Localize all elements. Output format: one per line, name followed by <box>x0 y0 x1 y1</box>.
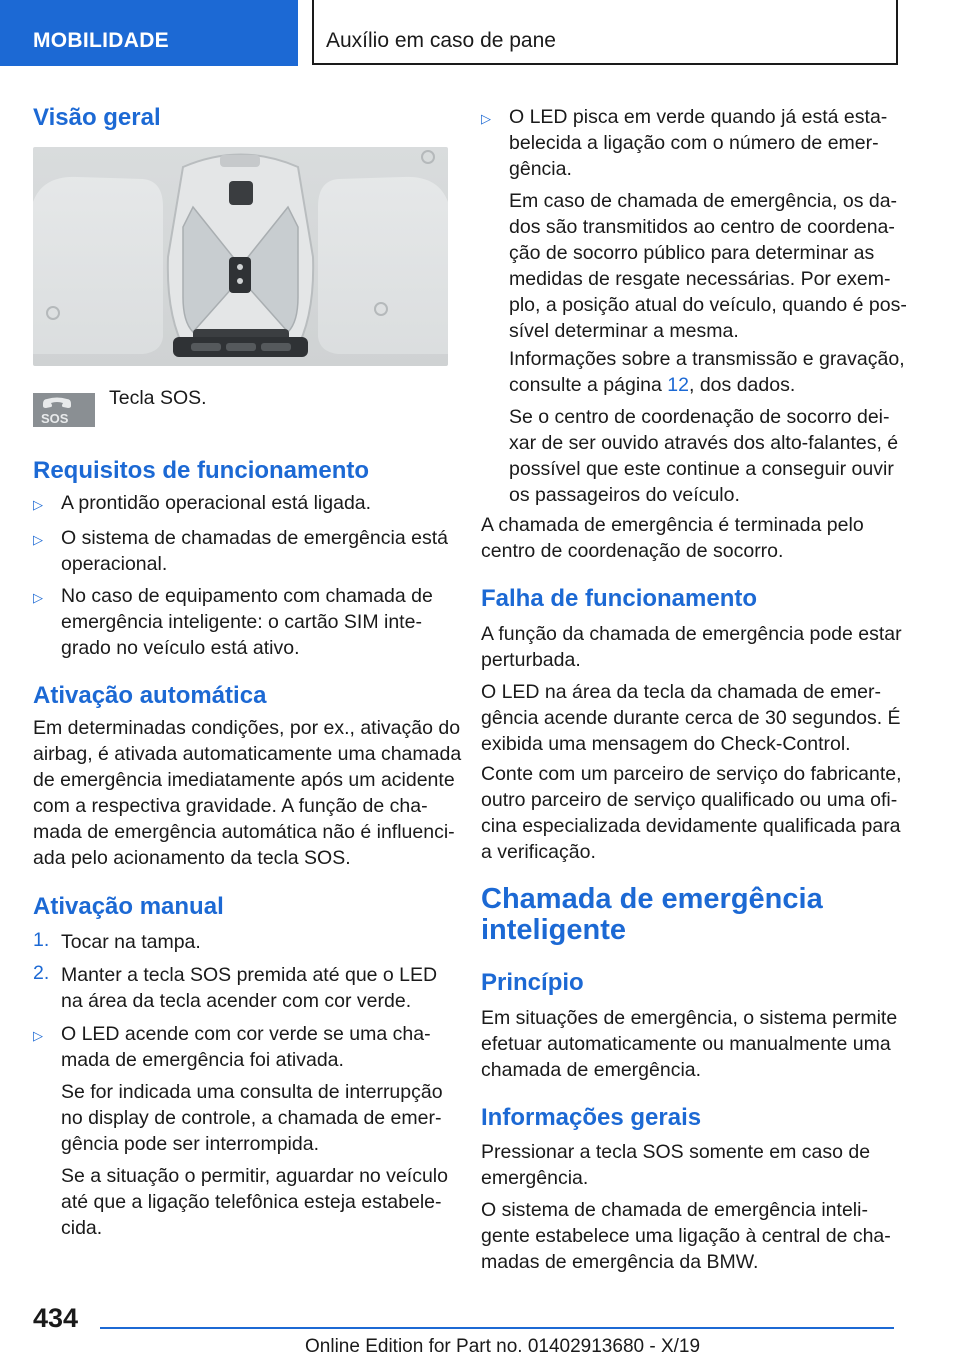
paragraph-line: com a respectiva gravidade. A função de cha- <box>33 795 428 817</box>
heading-visao-geral: Visão geral <box>33 104 161 131</box>
footer-divider <box>100 1327 894 1329</box>
paragraph-line: de emergência imediatamente após um acidente <box>33 769 455 791</box>
header-title-box <box>312 0 898 65</box>
roof-console-image <box>33 147 448 366</box>
paragraph-line: medidas de resgate necessárias. Por exem- <box>509 268 891 290</box>
paragraph-line: possível que este continue a conseguir ouvir <box>509 458 894 480</box>
page-number: 434 <box>33 1303 79 1333</box>
paragraph-line: Se for indicada uma consulta de interrupção <box>61 1081 443 1103</box>
paragraph-line: airbag, é ativada automaticamente uma chamada <box>33 743 462 765</box>
paragraph-line: Se o centro de coordenação de socorro dei- <box>509 406 890 428</box>
paragraph-line <box>509 372 795 398</box>
paragraph-line: ção de socorro público para determinar as <box>509 242 875 264</box>
bullet-icon: ▷ <box>33 532 43 547</box>
paragraph-line: plo, a posição atual do veículo, quando é pos- <box>509 294 907 316</box>
list-item: No caso de equipamento com chamada de <box>61 585 433 607</box>
heading-ativacao-automatica: Ativação automática <box>33 682 267 709</box>
paragraph-line: até que a ligação telefônica esteja estabele- <box>61 1191 442 1213</box>
list-item: belecida a ligação com o número de emer- <box>509 132 879 154</box>
paragraph-line: os passageiros do veículo. <box>509 484 740 506</box>
list-item: O LED pisca em verde quando já está esta- <box>509 106 888 128</box>
step-text: na área da tecla acender com cor verde. <box>61 990 412 1012</box>
header-section-label: MOBILIDADE <box>33 29 169 52</box>
bullet-icon: ▷ <box>33 590 43 605</box>
list-item: operacional. <box>61 553 168 575</box>
paragraph-line: gente estabelece uma ligação à central de cha- <box>481 1225 891 1247</box>
paragraph-line: cida. <box>61 1217 103 1239</box>
paragraph-line: perturbada. <box>481 649 581 671</box>
text-span: consulte a página <box>509 374 668 396</box>
step-number: 2. <box>33 962 50 984</box>
paragraph-line: xar de ser ouvido através dos alto-falantes, é <box>509 432 899 454</box>
heading-ativacao-manual: Ativação manual <box>33 893 224 920</box>
sos-icon-label: SOS <box>41 411 69 426</box>
list-item: mada de emergência foi ativada. <box>61 1049 344 1071</box>
paragraph-line: gência pode ser interrompida. <box>61 1133 319 1155</box>
bullet-icon: ▷ <box>481 111 491 126</box>
paragraph-line: chamada de emergência. <box>481 1059 702 1081</box>
paragraph-line: outro parceiro de serviço qualificado ou uma ofi- <box>481 789 898 811</box>
paragraph-line: Em caso de chamada de emergência, os da- <box>509 190 898 212</box>
bullet-icon: ▷ <box>33 497 43 512</box>
paragraph-line: ada pelo acionamento da tecla SOS. <box>33 847 351 869</box>
paragraph-line: Se a situação o permitir, aguardar no veículo <box>61 1165 448 1187</box>
page-link[interactable]: 12 <box>667 374 689 396</box>
sos-icon <box>33 393 95 427</box>
paragraph-line: exibida uma mensagem do Check-Control. <box>481 733 851 755</box>
list-item: grado no veículo está ativo. <box>61 637 300 659</box>
paragraph-line: Em determinadas condições, por ex., ativação do <box>33 717 461 739</box>
paragraph-line: madas de emergência da BMW. <box>481 1251 759 1273</box>
list-item: gência. <box>509 158 572 180</box>
paragraph-line: O sistema de chamada de emergência inteli- <box>481 1199 868 1221</box>
paragraph-line: A função da chamada de emergência pode estar <box>481 623 902 645</box>
list-item: O sistema de chamadas de emergência está <box>61 527 448 549</box>
paragraph-line: O LED na área da tecla da chamada de emer- <box>481 681 881 703</box>
paragraph-line: no display de controle, a chamada de emer- <box>61 1107 442 1129</box>
paragraph-line: mada de emergência automática não é influenci- <box>33 821 455 843</box>
paragraph-line: A chamada de emergência é terminada pelo <box>481 514 864 536</box>
header-title: Auxílio em caso de pane <box>326 29 556 52</box>
list-item: emergência inteligente: o cartão SIM inte- <box>61 611 422 633</box>
paragraph-line: gência acende durante cerca de 30 segundos. É <box>481 707 901 729</box>
step-text: Tocar na tampa. <box>61 931 201 953</box>
list-item: A prontidão operacional está ligada. <box>61 492 372 514</box>
paragraph-line: sível determinar a mesma. <box>509 320 739 342</box>
heading-falha: Falha de funcionamento <box>481 585 758 612</box>
heading-informacoes-gerais: Informações gerais <box>481 1104 702 1131</box>
paragraph-line: efetuar automaticamente ou manualmente uma <box>481 1033 891 1055</box>
paragraph-line: dos são transmitidos ao centro de coordena- <box>509 216 895 238</box>
list-item: O LED acende com cor verde se uma cha- <box>61 1023 431 1045</box>
paragraph-line: Conte com um parceiro de serviço do fabricante, <box>481 763 902 785</box>
header-section-tab <box>0 0 298 66</box>
heading-principio: Princípio <box>481 969 584 996</box>
step-number: 1. <box>33 929 50 951</box>
paragraph-line: cina especializada devidamente qualificada para <box>481 815 901 837</box>
text-span: , dos dados. <box>689 374 796 396</box>
heading-requisitos: Requisitos de funcionamento <box>33 457 370 484</box>
icon-caption: Tecla SOS. <box>109 387 207 409</box>
paragraph-line: Em situações de emergência, o sistema permite <box>481 1007 898 1029</box>
edition-note: Online Edition for Part no. 01402913680 - X/19 <box>305 1336 701 1357</box>
heading-chamada-line1: Chamada de emergência <box>481 883 823 915</box>
paragraph-line: Pressionar a tecla SOS somente em caso de <box>481 1141 871 1163</box>
heading-chamada-line2: inteligente <box>481 914 627 946</box>
paragraph-line: Informações sobre a transmissão e gravação, <box>509 348 905 370</box>
step-text: Manter a tecla SOS premida até que o LED <box>61 964 438 986</box>
paragraph-line: a verificação. <box>481 841 596 863</box>
bullet-icon: ▷ <box>33 1028 43 1043</box>
paragraph-line: emergência. <box>481 1167 589 1189</box>
paragraph-line: centro de coordenação de socorro. <box>481 540 784 562</box>
